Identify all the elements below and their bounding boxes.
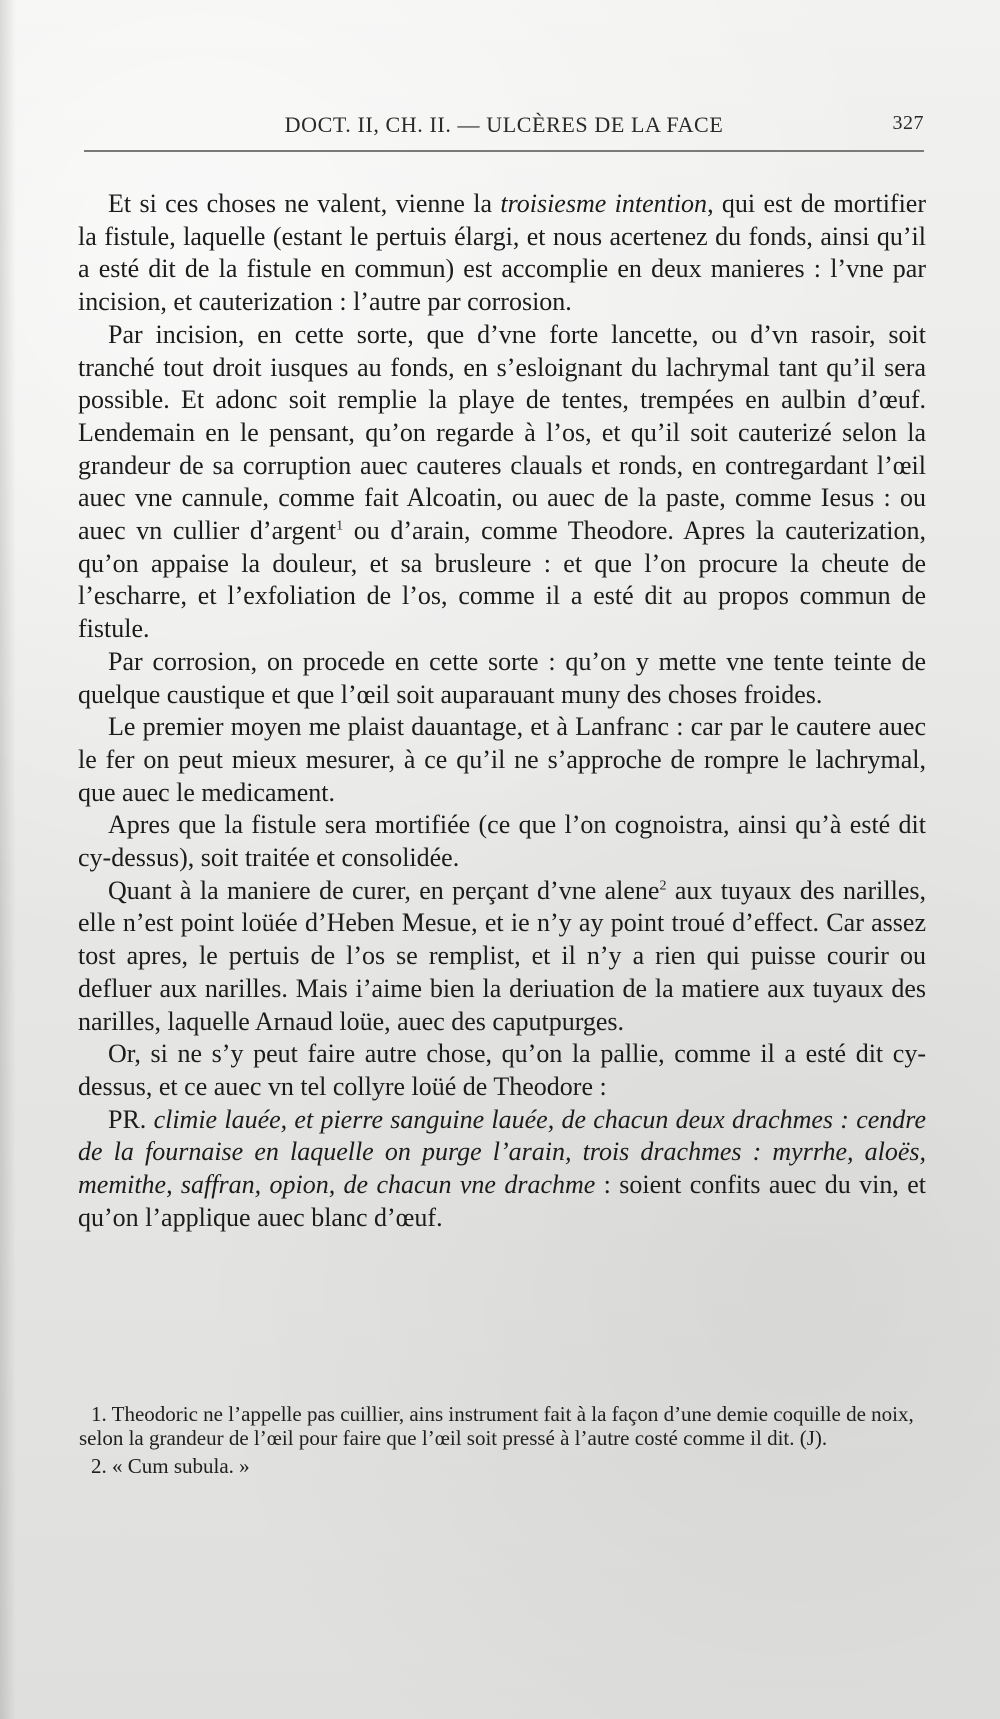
page-header	[84, 106, 924, 144]
main-text	[78, 188, 926, 1235]
prescription	[78, 1104, 926, 1235]
paragraph-1-text-start: Et si ces choses ne valent, vienne la	[108, 189, 501, 218]
paragraph-6	[78, 875, 926, 1039]
footnote-2: 2. « Cum subula. »	[91, 1454, 250, 1478]
paragraph-5	[78, 809, 926, 874]
prescription-italic: climie lauée, et pierre sanguine lauée, de chacun deux drachmes : cendre de la fournaise en laquelle on purge l’arain, trois drachmes : myrrhe, aloës, memithe, saffran, opion, de chacun vne drachme	[78, 1104, 926, 1200]
paragraph-2-text-end: ou d’arain, comme Theodore. Apres la cauterization, qu’on appaise la douleur, et sa brusleure : et que l’on procure la cheute de l’escharre, et l’exfoliation de l’os, comme il a esté dit au propos commun de fistule.	[78, 516, 926, 644]
footnote-reference-1: 1	[336, 518, 344, 534]
paragraph-5-text: Apres que la fistule sera mortifiée (ce que l’on cognoistra, ainsi qu’à esté dit cy-dessus), soit traitée et consolidée.	[78, 810, 926, 873]
footnotes	[79, 1402, 926, 1482]
footnote-1: 1. Theodoric ne l’appelle pas cuillier, ains instrument fait à la façon d’une demie coquille de noix, selon la grandeur de l’œil pour faire que l’œil soit pressé à l’autre costé comme il dit. (J).	[79, 1402, 914, 1450]
paragraph-6-text-start: Quant à la maniere de curer, en perçant d’vne alene	[108, 875, 660, 905]
paragraph-2	[78, 319, 926, 646]
paragraph-7	[78, 1038, 926, 1103]
paragraph-2-text-start: Par incision, en cette sorte, que d’vne forte lancette, ou d’vn rasoir, soit tranché tout droit iusques au fonds, en s’esloignant du lachrymal tant qu’il sera possible. Et adonc soit remplie la playe de tentes, trempées en aulbin d’œuf. Lendemain en le pensant, qu’on regarde à l’os, et qu’il soit cauterizé selon la grandeur de sa corruption auec cauteres clauals et ronds, en contregardant l’œil auec vne cannule, comme fait Alcoatin, ou auec de la paste, comme Iesus : ou auec vn cullier d’argent	[78, 319, 926, 546]
prescription-label: PR.	[108, 1104, 147, 1134]
prescription-text-end: : soient confits auec du vin, et qu’on l’applique auec blanc d’œuf.	[78, 1170, 926, 1232]
paragraph-1-text-end: , qui est de mortifier la fistule, laquelle (estant le pertuis élargi, et nous acertenez du fonds, ainsi qu’il a esté dit de la fistule en commun) est accomplie en deux manieres : l’vne par incision, et cauterization : l’autre par corrosion.	[78, 189, 926, 317]
running-head: DOCT. II, CH. II. — ULCÈRES DE LA FACE	[284, 112, 724, 137]
paragraph-4	[78, 711, 926, 809]
paragraph-3	[78, 646, 926, 711]
page-number: 327	[892, 112, 924, 134]
page-shadow	[0, 0, 16, 1719]
paragraph-4-text: Le premier moyen me plaist dauantage, et à Lanfranc : car par le cautere auec le fer on peut mieux mesurer, à ce qu’il ne s’approche de rompre le lachrymal, que auec le medicament.	[78, 712, 926, 807]
paragraph-7-text: Or, si ne s’y peut faire autre chose, qu’on la pallie, comme il a esté dit cy-dessus, et ce auec vn tel collyre loüé de Theodore :	[78, 1039, 926, 1101]
paragraph-3-text: Par corrosion, on procede en cette sorte : qu’on y mette vne tente teinte de quelque caustique et que l’œil soit auparauant muny des choses froides.	[78, 646, 926, 709]
paragraph-6-text-end: aux tuyaux des narilles, elle n’est point loüée d’Heben Mesue, et ie n’y ay point troué d’effect. Car assez tost apres, le pertuis de l’os se remplist, et il n’y a rien qui puisse courir ou defluer aux narilles. Mais i’aime bien la deriuation de la matiere aux tuyaux des narilles, laquelle Arnaud loüe, auec des caputpurges.	[78, 875, 926, 1036]
paragraph-1	[78, 188, 926, 319]
footnote-reference-2: 2	[659, 878, 667, 894]
header-rule	[84, 150, 924, 152]
paragraph-1-italic: troisiesme intention	[500, 189, 708, 218]
